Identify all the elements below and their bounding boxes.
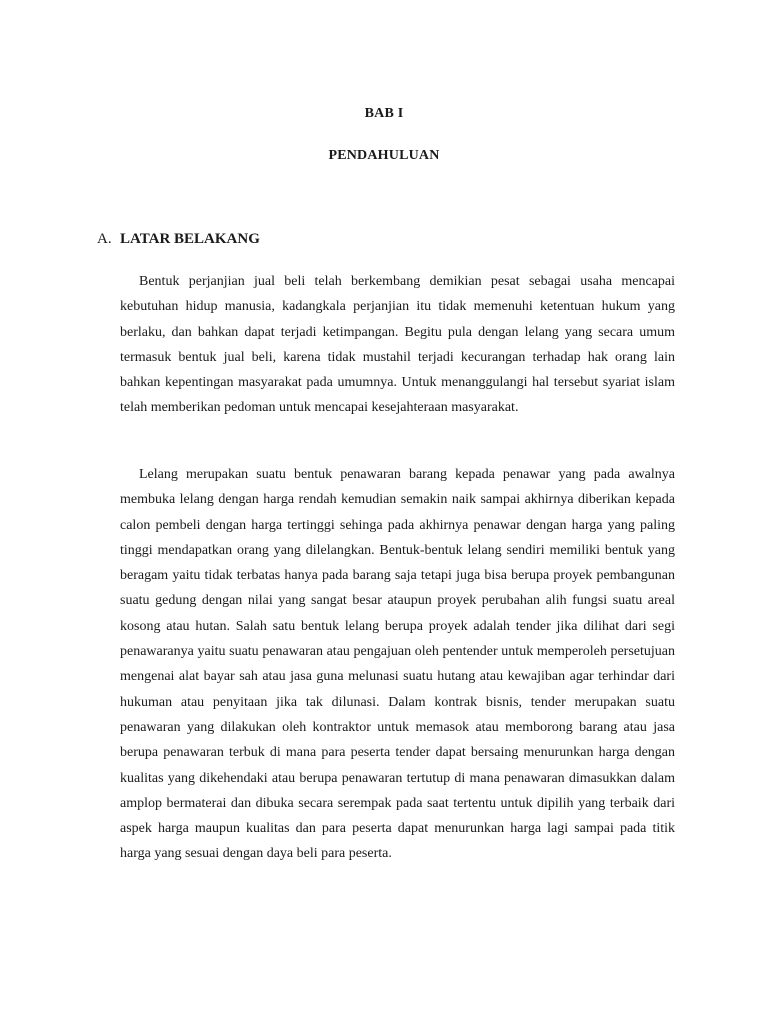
chapter-number: BAB I <box>364 106 404 121</box>
section-title: LATAR BELAKANG <box>120 231 260 247</box>
section-heading <box>97 231 260 248</box>
chapter-title: PENDAHULUAN <box>328 148 440 163</box>
paragraph-2: Lelang merupakan suatu bentuk penawaran barang kepada penawar yang pada awalnya membuka lelang dengan harga rendah kemudian semakin naik sampai akhirnya diberikan kepada calon pembeli dengan harga tertinggi sehinga pada akhirnya penawar dengan harga yang paling tinggi mendapatkan orang yang dilelangkan. Bentuk-bentuk lelang sendiri memiliki bentuk yang beragam yaitu tidak terbatas hanya pada barang saja tetapi juga bisa berupa proyek pembangunan suatu gedung dengan nilai yang sangat besar ataupun proyek perubahan alih fungsi suatu areal kosong atau hutan. Salah satu bentuk lelang berupa proyek adalah tender jika dilihat dari segi penawaranya yaitu suatu penawaran atau pengajuan oleh pentender untuk memperoleh persetujuan mengenai alat bayar sah atau jasa guna melunasi suatu hutang atau kewajiban agar terhindar dari hukuman atau penyitaan jika tak dilunasi. Dalam kontrak bisnis, tender merupakan suatu penawaran yang dilakukan oleh kontraktor untuk memasok atau memborong barang atau jasa berupa penawaran terbuk di mana para peserta tender dapat bersaing menurunkan harga dengan kualitas yang dikehendaki atau berupa penawaran tertutup di mana penawaran dimasukkan dalam amplop bermaterai dan dibuka secara serempak pada saat tertentu untuk dipilih yang terbaik dari aspek harga maupun kualitas dan para peserta dapat menurunkan harga lagi sampai pada titik harga yang sesuai dengan daya beli para peserta. <box>120 467 675 862</box>
section-letter: A. <box>97 231 112 247</box>
paragraph-1: Bentuk perjanjian jual beli telah berkembang demikian pesat sebagai usaha mencapai kebutuhan hidup manusia, kadangkala perjanjian itu tidak memenuhi ketentuan hukum yang berlaku, dan bahkan dapat terjadi ketimpangan. Begitu pula dengan lelang yang secara umum termasuk bentuk jual beli, karena tidak mustahil terjadi kecurangan terhadap hak orang lain bahkan kepentingan masyarakat pada umumnya. Untuk menanggulangi hal tersebut syariat islam telah memberikan pedoman untuk mencapai kesejahteraan masyarakat. <box>120 274 675 416</box>
